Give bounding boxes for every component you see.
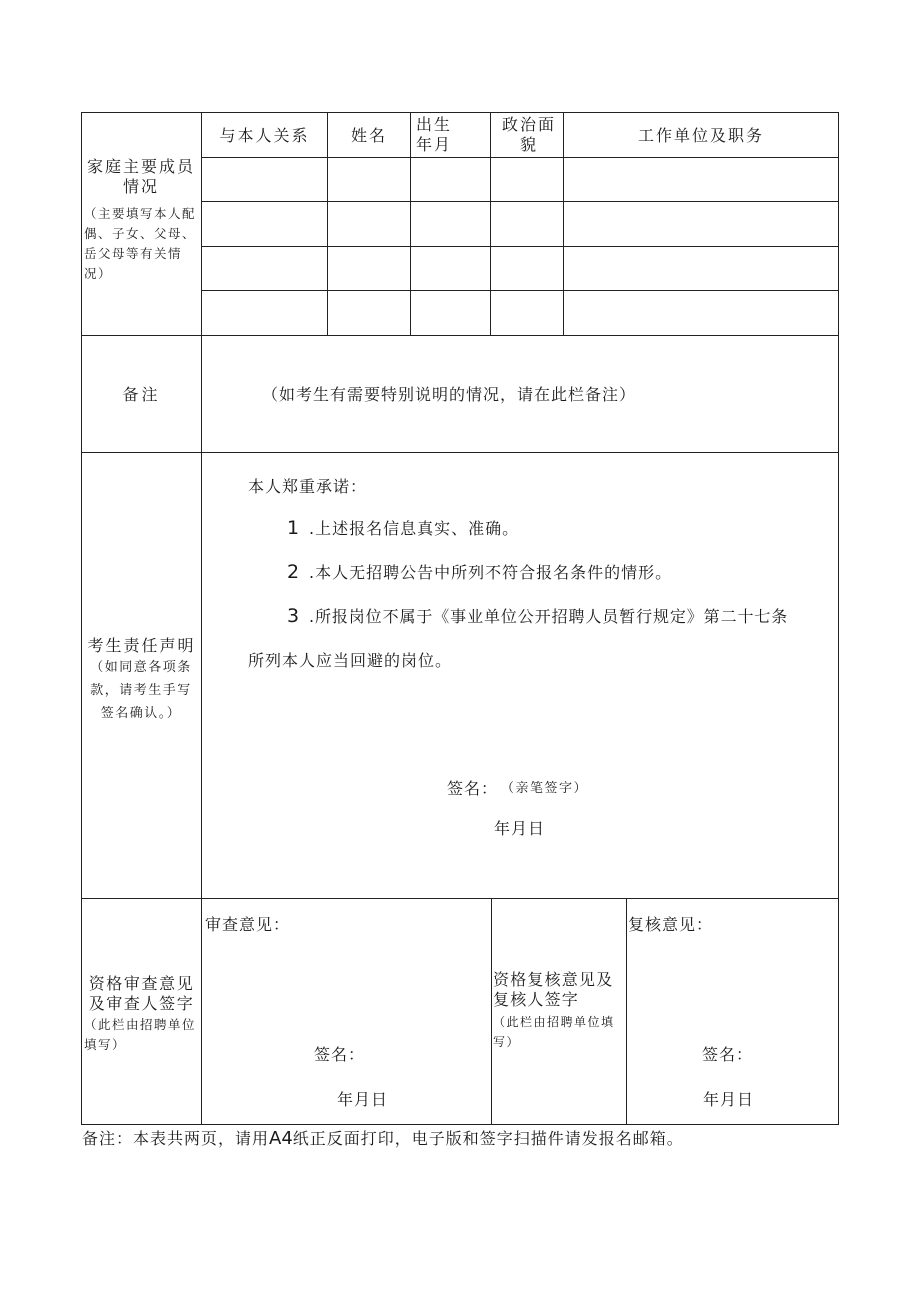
candidate-sign-label: 签名： [447,779,499,798]
recheck-opinion-label: 复核意见： [628,915,714,934]
recheck-label: 资格复核意见及复核人签字 [493,970,614,1009]
col-relation: 与本人关系 [219,126,310,145]
review-opinion-label: 审查意见： [205,915,291,934]
recheck-date: 年月日 [703,1090,755,1109]
col-name: 姓名 [350,126,387,145]
col-birth: 出生年月 [415,115,452,154]
review-date: 年月日 [337,1090,389,1109]
declaration-label: 考生责任声明 [87,636,196,655]
recheck-sign-label: 签名： [702,1045,754,1064]
col-political: 政治面貌 [501,115,556,154]
col-work: 工作单位及职务 [637,126,764,145]
footer-note: 备注：本表共两页，请用A4纸正反面打印，电子版和签字扫描件请发报名邮箱。 [82,1128,684,1149]
candidate-sign-hint: （亲笔签字） [501,781,589,796]
recheck-note: （此栏由招聘单位填写） [493,1015,615,1049]
declaration-intro: 本人郑重承诺： [248,477,368,496]
remarks-content[interactable]: （如考生有需要特别说明的情况，请在此栏备注） [262,385,637,404]
declaration-item3-cont: 所列本人应当回避的岗位。 [248,651,453,670]
remarks-label: 备注 [122,385,161,404]
declaration-note: （如同意各项条款，请考生手写签名确认。） [90,660,192,721]
family-label: 家庭主要成员情况 [86,157,195,196]
review-sign-label: 签名： [314,1045,366,1064]
review-note: （此栏由招聘单位填写） [84,1017,197,1052]
family-note: （主要填写本人配偶、子女、父母、岳父母等有关情况） [84,206,197,281]
candidate-date: 年月日 [494,819,546,838]
review-label: 资格审查意见及审查人签字 [88,974,195,1013]
